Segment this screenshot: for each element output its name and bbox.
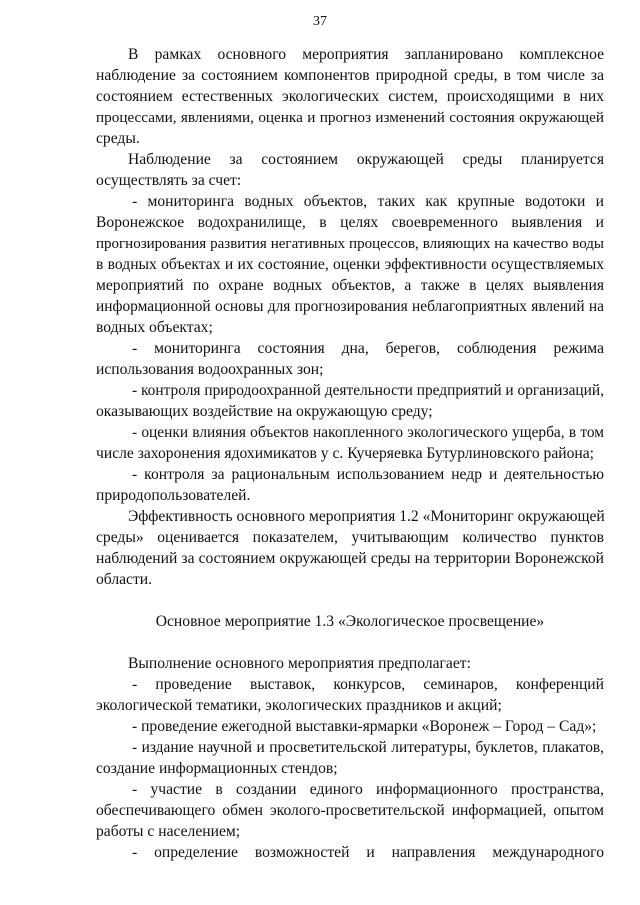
list-item-line: - мониторинга водных объектов, таких как крупные водотоки и — [132, 193, 604, 210]
text-line: прогнозирования развития негативных процессов, влияющих на качество воды — [96, 236, 604, 252]
text-line: водных объектах; — [96, 319, 213, 336]
text-line: оказывающих воздействие на окружающую среду; — [96, 403, 433, 420]
text-line: обеспечивающего обмен эколого-просветительской информацией, опытом — [96, 802, 604, 819]
text-line: процессами, явлениями, оценка и прогноз изменений состояния окружающей — [96, 109, 604, 126]
list-item-line: - издание научной и просветительской литературы, буклетов, плакатов, — [132, 739, 604, 756]
text-line: наблюдение за состоянием компонентов природной среды, в том числе за — [96, 67, 604, 84]
text-line: В рамках основного мероприятия запланировано комплексное — [128, 46, 604, 63]
text-line: мероприятий по охране водных объектов, а также в целях выявления — [96, 277, 604, 294]
text-line: среды. — [96, 130, 140, 147]
text-line: среды» оценивается показателем, учитывающим количество пунктов — [96, 529, 604, 546]
text-line: в водных объектах и их состояние, оценки эффективности осуществляемых — [96, 256, 604, 273]
list-item-line: - проведение ежегодной выставки-ярмарки «Воронеж – Город – Сад»; — [132, 718, 597, 735]
text-line: состоянием естественных экологических систем, происходящими в них — [96, 88, 604, 105]
text-line: осуществлять за счет: — [96, 172, 242, 189]
text-line: работы с населением; — [96, 823, 241, 840]
text-line: наблюдений за состоянием окружающей среды на территории Воронежской — [96, 550, 604, 567]
text-line: числе захоронения ядохимикатов у с. Кучеряевка Бутурлиновского района; — [96, 445, 594, 462]
text-line: информационной основы для прогнозирования неблагоприятных явлений на — [96, 298, 604, 315]
text-line: создание информационных стендов; — [96, 760, 338, 777]
text-line: использования водоохранных зон; — [96, 361, 324, 378]
list-item-line: - оценки влияния объектов накопленного экологического ущерба, в том — [132, 424, 604, 441]
list-item-line: - проведение выставок, конкурсов, семинаров, конференций — [132, 676, 604, 693]
text-line: области. — [96, 571, 153, 588]
list-item-line: - определение возможностей и направления международного — [132, 844, 604, 861]
list-item-line: - контроля природоохранной деятельности предприятий и организаций, — [132, 382, 604, 399]
text-line: природопользователей. — [96, 487, 251, 504]
page-number: 37 — [313, 14, 327, 29]
text-line: Воронежское водохранилище, в целях своевременного выявления и — [96, 214, 604, 231]
text-line: Выполнение основного мероприятия предполагает: — [128, 655, 471, 672]
section-heading: Основное мероприятие 1.3 «Экологическое просвещение» — [155, 613, 545, 630]
list-item-line: - мониторинга состояния дна, берегов, соблюдения режима — [132, 340, 604, 357]
list-item-line: - контроля за рациональным использованием недр и деятельностью — [132, 466, 604, 483]
text-line: Эффективность основного мероприятия 1.2 «Мониторинг окружающей — [128, 508, 605, 525]
text-line: экологической тематики, экологических праздников и акций; — [96, 697, 502, 714]
list-item-line: - участие в создании единого информационного пространства, — [132, 781, 604, 798]
text-line: Наблюдение за состоянием окружающей среды планируется — [128, 151, 604, 168]
